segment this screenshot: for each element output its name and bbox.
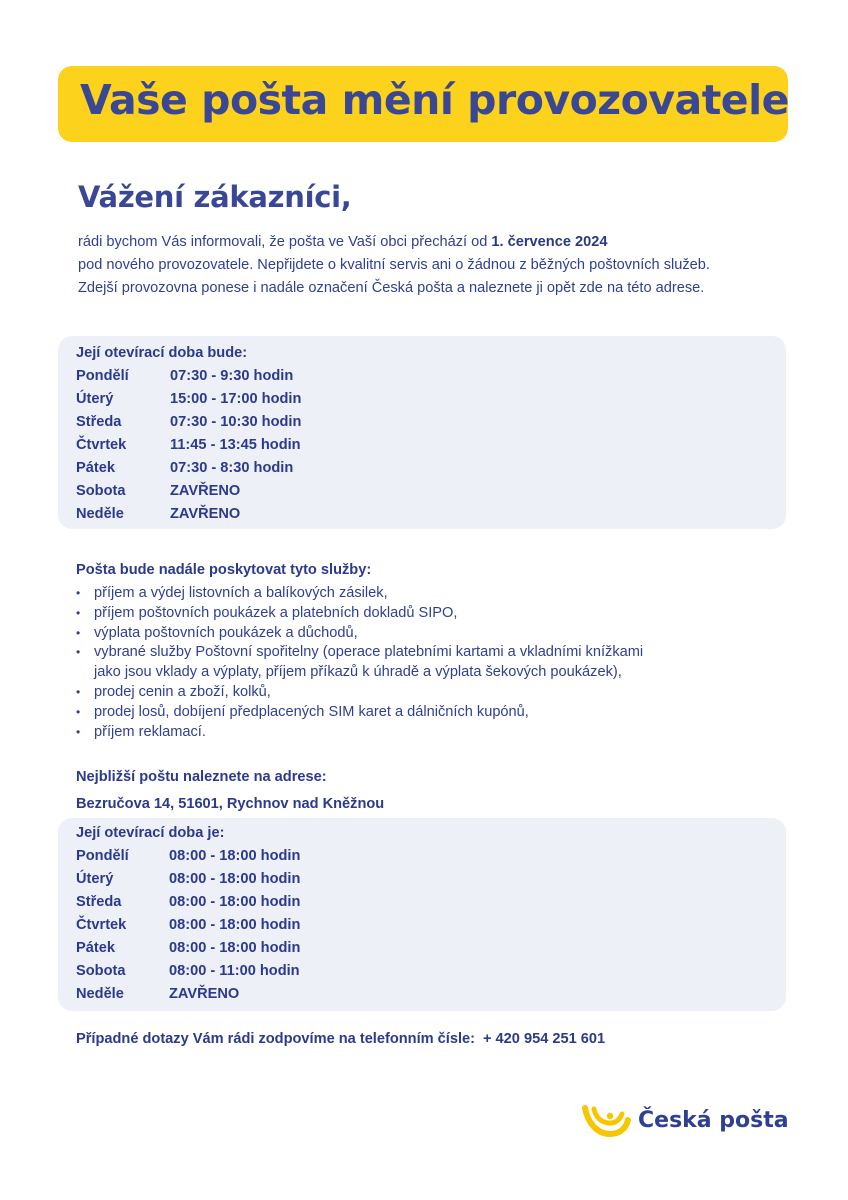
hours-row-wednesday: Středa 08:00 - 18:00 hodin — [76, 894, 301, 910]
hours-row-sunday: Neděle ZAVŘENO — [76, 506, 241, 522]
bullet-icon: • — [76, 704, 81, 719]
nearest-hours-table — [76, 822, 300, 1006]
page-title: Vaše pošta mění provozovatele — [80, 76, 789, 124]
bullet-icon: • — [76, 724, 81, 739]
list-item: • příjem reklamací. — [76, 723, 643, 743]
contact-text: Případné dotazy Vám rádi zodpovíme na telefonním čísle: — [76, 1031, 475, 1047]
title-banner — [58, 66, 788, 142]
list-item: • vybrané služby Poštovní spořitelny (operace platebními kartami a vkladními knížkami — [76, 643, 643, 663]
posthorn-icon — [582, 1104, 632, 1144]
bullet-icon: • — [76, 586, 81, 600]
contact-line — [76, 1031, 605, 1047]
hours-row-saturday: Sobota 08:00 - 11:00 hodin — [76, 963, 300, 979]
new-hours-heading: Její otevírací doba bude: — [76, 345, 248, 361]
list-item: • příjem poštovních poukázek a platebních dokladů SIPO, — [76, 604, 643, 624]
hours-row-monday: Pondělí 08:00 - 18:00 hodin — [76, 848, 301, 864]
hours-row-thursday: Čtvrtek 11:45 - 13:45 hodin — [76, 437, 301, 453]
hours-row-sunday: Neděle ZAVŘENO — [76, 986, 240, 1002]
list-item: • prodej cenin a zboží, kolků, — [76, 683, 643, 703]
hours-row-tuesday: Úterý 15:00 - 17:00 hodin — [76, 391, 302, 407]
hours-row-friday: Pátek 08:00 - 18:00 hodin — [76, 940, 301, 956]
hours-row-saturday: Sobota ZAVŘENO — [76, 483, 241, 499]
intro-line-2: pod nového provozovatele. Nepřijdete o kvalitní servis ani o žádnou z běžných poštovních služeb. — [78, 257, 710, 273]
nearest-hours-heading: Její otevírací doba je: — [76, 825, 225, 841]
intro-date: 1. července 2024 — [491, 234, 608, 250]
intro-paragraph — [78, 231, 798, 300]
services-list — [76, 584, 643, 742]
list-item-continuation: jako jsou vklady a výplaty, příjem příkazů k úhradě a výplata šekových poukázek), — [94, 664, 622, 681]
intro-line-3: Zdejší provozovna ponese i nadále označení Česká pošta a naleznete ji opět zde na této adrese. — [78, 280, 705, 296]
hours-row-tuesday: Úterý 08:00 - 18:00 hodin — [76, 871, 301, 887]
intro-line-1: rádi bychom Vás informovali, že pošta ve Vaší obci přechází od 1. července 2024 — [78, 234, 608, 250]
new-hours-table — [76, 342, 301, 526]
list-item: • výplata poštovních poukázek a důchodů, — [76, 624, 643, 644]
hours-row-thursday: Čtvrtek 08:00 - 18:00 hodin — [76, 917, 301, 933]
logo-text: Česká pošta — [638, 1108, 789, 1133]
hours-row-monday: Pondělí 07:30 - 9:30 hodin — [76, 368, 294, 384]
hours-row-friday: Pátek 07:30 - 8:30 hodin — [76, 460, 294, 476]
bullet-icon: • — [76, 625, 81, 640]
nearest-heading: Nejbližší poštu naleznete na adrese: — [76, 769, 327, 785]
list-item: • prodej losů, dobíjení předplacených SIM karet a dálničních kupónů, — [76, 703, 643, 723]
nearest-address: Bezručova 14, 51601, Rychnov nad Kněžnou — [76, 796, 385, 812]
greeting: Vážení zákazníci, — [78, 180, 352, 214]
bullet-icon: • — [76, 645, 81, 660]
hours-row-wednesday: Středa 07:30 - 10:30 hodin — [76, 414, 302, 430]
bullet-icon: • — [76, 684, 81, 699]
list-item: • příjem a výdej listovních a balíkových zásilek, — [76, 584, 643, 604]
phone-number: + 420 954 251 601 — [482, 1031, 606, 1047]
bullet-icon: • — [76, 605, 81, 620]
ceska-posta-logo — [582, 1102, 792, 1142]
services-heading: Pošta bude nadále poskytovat tyto služby: — [76, 562, 372, 578]
